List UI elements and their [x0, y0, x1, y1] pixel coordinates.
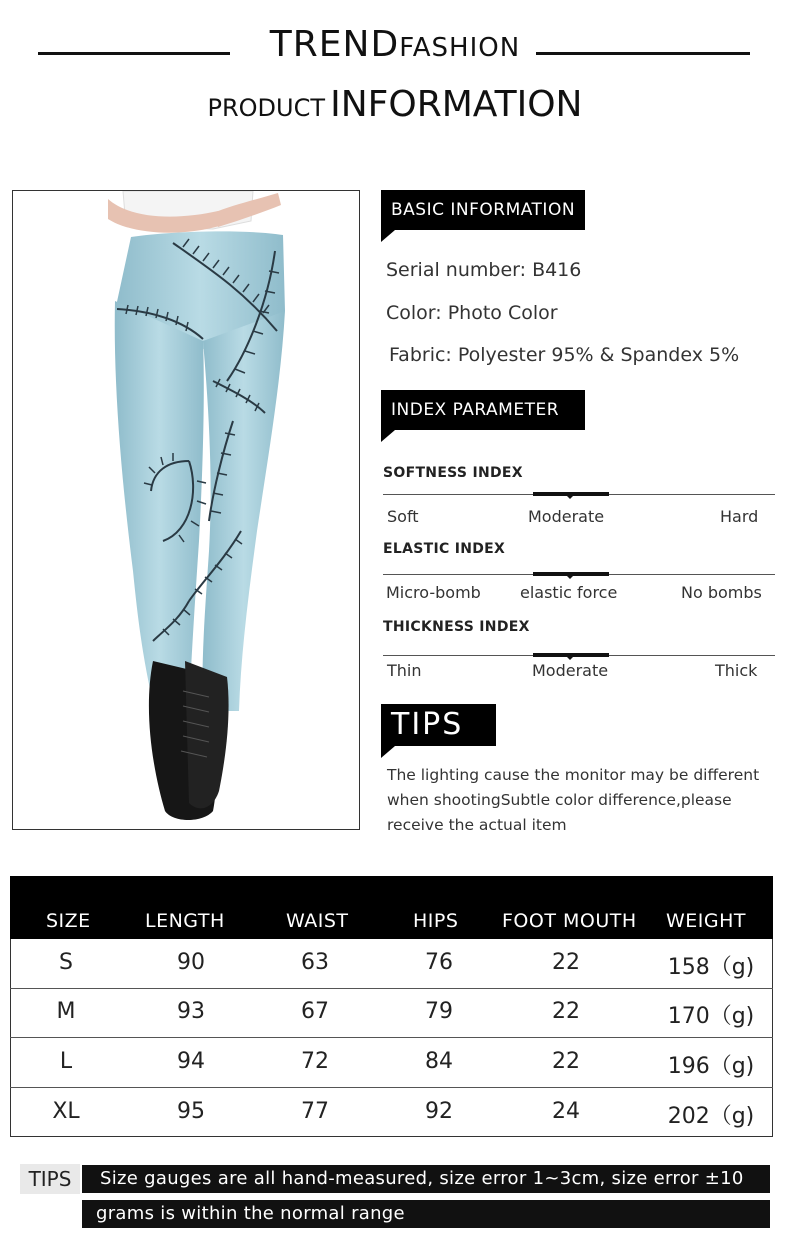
- elastic-mid: elastic force: [520, 583, 618, 602]
- table-cell: 90: [177, 950, 205, 975]
- row-divider: [10, 988, 773, 989]
- softness-right: Hard: [720, 507, 759, 526]
- table-cell: 24: [552, 1099, 580, 1124]
- tips-label: TIPS: [381, 704, 496, 746]
- elastic-left: Micro-bomb: [386, 583, 481, 602]
- table-cell: M: [56, 999, 76, 1024]
- header-trend: TREND: [269, 24, 400, 65]
- softness-mid: Moderate: [528, 507, 605, 526]
- table-cell: 22: [552, 1049, 580, 1074]
- table-cell: 72: [301, 1049, 329, 1074]
- thickness-left: Thin: [387, 661, 422, 680]
- table-cell: 77: [301, 1099, 329, 1124]
- serial-number: Serial number: B416: [386, 259, 582, 281]
- row-divider: [10, 1037, 773, 1038]
- table-cell: 76: [425, 950, 453, 975]
- tips-line-1: The lighting cause the monitor may be different: [387, 766, 760, 784]
- thickness-selected-marker: [533, 653, 609, 657]
- elastic-selected-marker: [533, 572, 609, 576]
- bottom-tips-line-1: Size gauges are all hand-measured, size error 1~3cm, size error ±10: [82, 1165, 770, 1193]
- bottom-tips-line-2: grams is within the normal range: [82, 1200, 770, 1228]
- table-cell: 92: [425, 1099, 453, 1124]
- table-cell: 94: [177, 1049, 205, 1074]
- row-divider: [10, 1087, 773, 1088]
- header-fashion: FASHION: [399, 33, 521, 63]
- tips-line-3: receive the actual item: [387, 816, 567, 834]
- thickness-index-title: THICKNESS INDEX: [383, 619, 530, 635]
- table-cell: 84: [425, 1049, 453, 1074]
- table-cell: 63: [301, 950, 329, 975]
- table-cell: 196（g): [667, 1054, 755, 1079]
- table-cell: L: [59, 1049, 73, 1074]
- leggings-illustration: [13, 191, 359, 829]
- thickness-mid: Moderate: [532, 661, 609, 680]
- basic-information-label: BASIC INFORMATION: [381, 190, 585, 230]
- color-info: Color: Photo Color: [386, 302, 558, 324]
- size-table-header: [10, 876, 773, 939]
- table-cell: S: [59, 950, 73, 975]
- table-cell: 79: [425, 999, 453, 1024]
- col-waist: WAIST: [286, 910, 349, 932]
- product-image: [12, 190, 360, 830]
- softness-selected-marker: [533, 492, 609, 496]
- table-cell: 158（g): [667, 955, 755, 980]
- softness-index-title: SOFTNESS INDEX: [383, 465, 523, 481]
- table-cell: 170（g): [667, 1004, 755, 1029]
- col-foot-mouth: FOOT MOUTH: [502, 910, 637, 932]
- header-product: PRODUCT: [207, 94, 326, 122]
- fabric-info: Fabric: Polyester 95% & Spandex 5%: [389, 344, 740, 366]
- table-cell: 93: [177, 999, 205, 1024]
- tips-line-2: when shootingSubtle color difference,please: [387, 791, 732, 809]
- table-cell: XL: [52, 1099, 80, 1124]
- header-trend-fashion: [0, 24, 790, 65]
- index-parameter-label: INDEX PARAMETER: [381, 390, 585, 430]
- col-length: LENGTH: [145, 910, 225, 932]
- thickness-right: Thick: [715, 661, 758, 680]
- col-size: SIZE: [46, 910, 91, 932]
- col-hips: HIPS: [413, 910, 459, 932]
- header-product-information: [0, 84, 790, 125]
- table-cell: 95: [177, 1099, 205, 1124]
- tips-text: [387, 763, 777, 838]
- softness-left: Soft: [387, 507, 419, 526]
- col-weight: WEIGHT: [666, 910, 747, 932]
- table-cell: 22: [552, 950, 580, 975]
- bottom-tips-label: TIPS: [20, 1164, 80, 1194]
- table-cell: 22: [552, 999, 580, 1024]
- header-information: INFORMATION: [330, 84, 583, 125]
- elastic-index-title: ELASTIC INDEX: [383, 541, 506, 557]
- elastic-right: No bombs: [681, 583, 762, 602]
- table-cell: 67: [301, 999, 329, 1024]
- table-cell: 202（g): [667, 1104, 755, 1129]
